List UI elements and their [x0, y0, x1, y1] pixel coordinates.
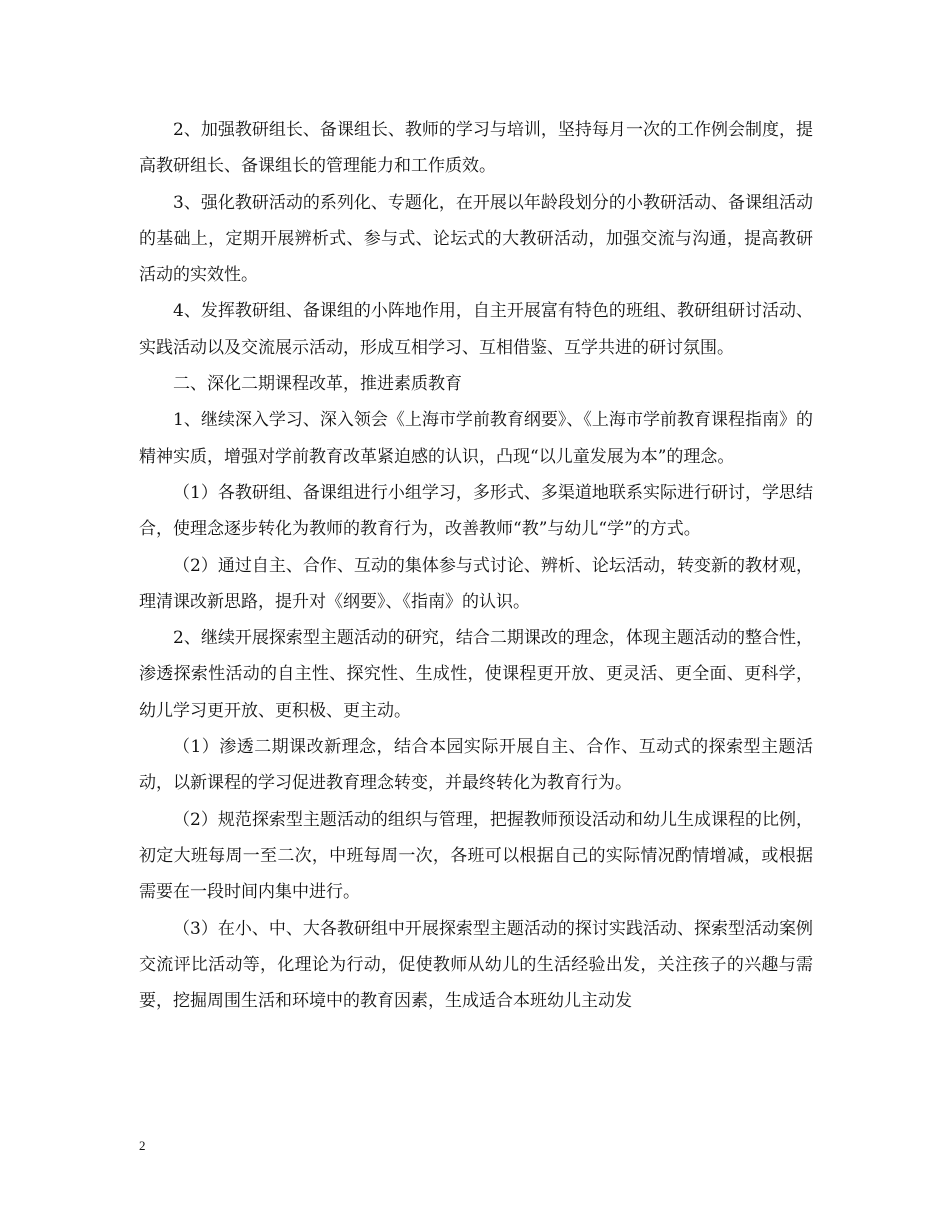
paragraph-4: 1、继续深入学习、深入领会《上海市学前教育纲要》、《上海市学前教育课程指南》的精神实质，增强对学前教育改革紧迫感的认识，凸现“以儿童发展为本”的理念。	[139, 410, 813, 467]
paragraph-5: （1）各教研组、备课组进行小组学习，多形式、多渠道地联系实际进行研讨，学思结合，使理念逐步转化为教师的教育行为，改善教师“教”与幼儿“学”的方式。	[139, 482, 813, 540]
paragraph-3: 4、发挥教研组、备课组的小阵地作用，自主开展富有特色的班组、教研组研讨活动、实践活动以及交流展示活动，形成互相学习、互相借鉴、互学共进的研讨氛围。	[139, 301, 813, 358]
paragraph-2: 3、强化教研活动的系列化、专题化，在开展以年龄段划分的小教研活动、备课组活动的基础上，定期开展辨析式、参与式、论坛式的大教研活动，加强交流与沟通，提高教研活动的实效性。	[139, 192, 813, 286]
paragraph-10: （3）在小、中、大各教研组中开展探索型主题活动的探讨实践活动、探索型活动案例交流评比活动等，化理论为行动，促使教师从幼儿的生活经验出发，关注孩子的兴趣与需要，挖掘周围生活和环境中的教育因素，生成适合本班幼儿主动发	[139, 918, 813, 1012]
document-body	[139, 112, 813, 1019]
section-heading: 二、深化二期课程改革，推进素质教育	[173, 374, 462, 395]
paragraph-6: （2）通过自主、合作、互动的集体参与式讨论、辨析、论坛活动，转变新的教材观，理清课改新思路，提升对《纲要》、《指南》的认识。	[139, 555, 813, 612]
page-number: 2	[139, 1138, 146, 1153]
paragraph-1: 2、加强教研组长、备课组长、教师的学习与培训，坚持每月一次的工作例会制度，提高教研组长、备课组长的管理能力和工作质效。	[139, 120, 813, 177]
paragraph-8: （1）渗透二期课改新理念，结合本园实际开展自主、合作、互动式的探索型主题活动，以新课程的学习促进教育理念转变，并最终转化为教育行为。	[139, 737, 813, 794]
paragraph-7: 2、继续开展探索型主题活动的研究，结合二期课改的理念，体现主题活动的整合性，渗透探索性活动的自主性、探究性、生成性，使课程更开放、更灵活、更全面、更科学，幼儿学习更开放、更积极、更主动。	[139, 628, 813, 721]
paragraph-9: （2）规范探索型主题活动的组织与管理，把握教师预设活动和幼儿生成课程的比例，初定大班每周一至二次，中班每周一次，各班可以根据自己的实际情况酌情增减，或根据需要在一段时间内集中进行。	[139, 809, 813, 903]
